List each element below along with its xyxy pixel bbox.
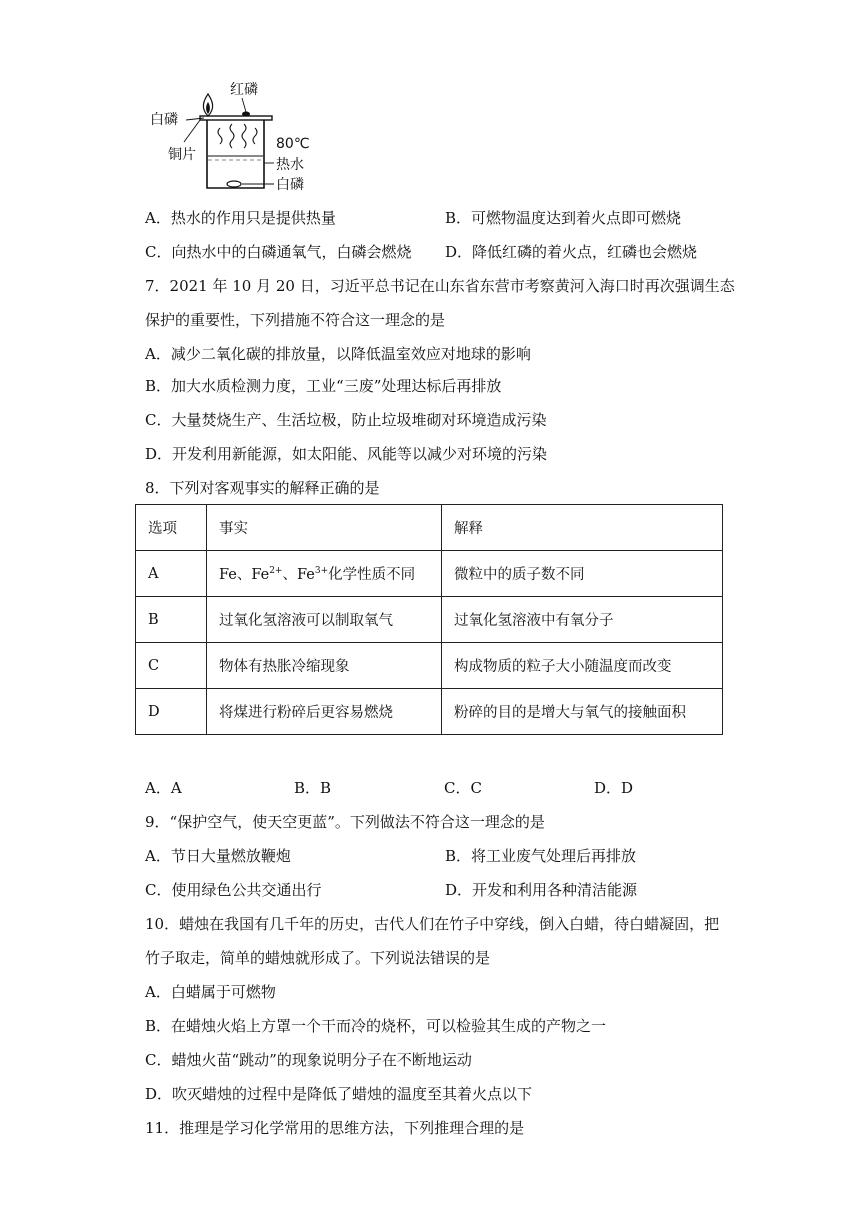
- q6-option-c: C．向热水中的白磷通氧气，白磷会燃烧: [145, 243, 412, 261]
- q10-option-a: A．白蜡属于可燃物: [145, 983, 276, 1001]
- table-cell-option: B: [136, 597, 207, 643]
- q10-option-b: B．在蜡烛火焰上方罩一个干而冷的烧杯，可以检验其生成的产物之一: [145, 1017, 607, 1035]
- q10-option-d: D．吹灭蜡烛的过程中是降低了蜡烛的温度至其着火点以下: [145, 1085, 533, 1103]
- table-row: [136, 597, 723, 643]
- table-row: [136, 643, 723, 689]
- label-white-phosphorus-bottom: 白磷: [276, 177, 304, 193]
- q8-option-c: C．C: [444, 779, 482, 797]
- table-cell-explanation: 构成物质的粒子大小随温度而改变: [442, 643, 723, 689]
- q7-option-b: B．加大水质检测力度，工业“三废”处理达标后再排放: [145, 377, 502, 395]
- table-row: [136, 689, 723, 735]
- q9-option-d: D．开发和利用各种清洁能源: [445, 881, 638, 899]
- copper-plate-shape: [200, 116, 272, 120]
- table-cell-fact: 物体有热胀冷缩现象: [207, 643, 442, 689]
- beaker-shape: [207, 120, 264, 188]
- table-cell-explanation: 粉碎的目的是增大与氧气的接触面积: [442, 689, 723, 735]
- table-cell-fact: 将煤进行粉碎后更容易燃烧: [207, 689, 442, 735]
- q11-stem: 11．推理是学习化学常用的思维方法，下列推理合理的是: [145, 1119, 525, 1137]
- q7-option-d: D．开发利用新能源，如太阳能、风能等以减少对环境的污染: [145, 445, 548, 463]
- q8-table: [135, 504, 723, 735]
- label-white-phosphorus-top: 白磷: [150, 112, 178, 128]
- table-cell-option: C: [136, 643, 207, 689]
- table-cell-explanation: 微粒中的质子数不同: [442, 551, 723, 597]
- q8-option-b: B．B: [294, 779, 332, 797]
- q7-stem-line1: 7．2021 年 10 月 20 日，习近平总书记在山东省东营市考察黄河入海口时再次强调生态: [145, 277, 735, 295]
- q6-option-d: D．降低红磷的着火点，红磷也会燃烧: [445, 243, 698, 261]
- q6-option-b: B．可燃物温度达到着火点即可燃烧: [445, 209, 682, 227]
- apparatus-diagram: [150, 72, 360, 196]
- q9-option-a: A．节日大量燃放鞭炮: [145, 847, 291, 865]
- table-header-cell: 解释: [442, 505, 723, 551]
- table-cell-fact: Fe、$Fe^{2+}$、$Fe^{3+}$化学性质不同: [207, 551, 442, 597]
- q10-stem-line2: 竹子取走，简单的蜡烛就形成了。下列说法错误的是: [145, 949, 491, 967]
- combustion-experiment-figure: [150, 72, 360, 196]
- label-copper: 铜片: [168, 147, 196, 163]
- table-cell-option: A: [136, 551, 207, 597]
- q7-option-c: C．大量焚烧生产、生活垃极，防止垃圾堆砌对环境造成污染: [145, 411, 547, 429]
- table-cell-option: D: [136, 689, 207, 735]
- q7-stem-line2: 保护的重要性，下列措施不符合这一理念的是: [145, 311, 446, 329]
- q10-stem-line1: 10．蜡烛在我国有几千年的历史，古代人们在竹子中穿线，倒入白蜡，待白蜡凝固，把: [145, 915, 720, 933]
- q8-option-a: A．A: [145, 779, 182, 797]
- table-row: [136, 551, 723, 597]
- q7-option-a: A．减少二氧化碳的排放量，以降低温室效应对地球的影响: [145, 345, 531, 363]
- q10-option-c: C．蜡烛火苗“跳动”的现象说明分子在不断地运动: [145, 1051, 472, 1069]
- table-header-cell: 事实: [207, 505, 442, 551]
- label-red-phosphorus: 红磷: [230, 82, 258, 98]
- table-cell-explanation: 过氧化氢溶液中有氧分子: [442, 597, 723, 643]
- heat-wave-icon: [218, 128, 222, 144]
- label-temperature: 80℃: [276, 136, 310, 152]
- q6-option-a: A．热水的作用只是提供热量: [145, 209, 336, 227]
- table-cell-fact: 过氧化氢溶液可以制取氧气: [207, 597, 442, 643]
- white-phosphorus-lump: [227, 181, 241, 187]
- label-hot-water: 热水: [276, 157, 304, 173]
- q8-stem: 8．下列对客观事实的解释正确的是: [145, 479, 380, 497]
- q9-option-b: B．将工业废气处理后再排放: [445, 847, 637, 865]
- q8-option-d: D．D: [594, 779, 634, 797]
- q9-stem: 9．“保护空气，使天空更蓝”。下列做法不符合这一理念的是: [145, 813, 545, 831]
- q9-option-c: C．使用绿色公共交通出行: [145, 881, 322, 899]
- table-header-row: [136, 505, 723, 551]
- red-phosphorus-lump: [242, 112, 250, 117]
- table-header-cell: 选项: [136, 505, 207, 551]
